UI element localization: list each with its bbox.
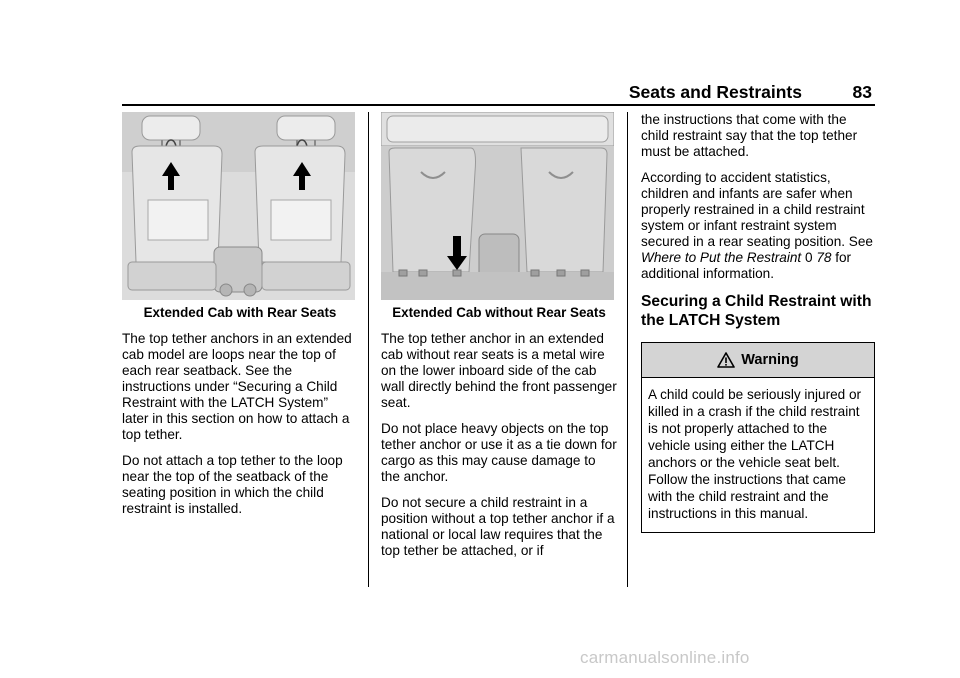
section-heading: Securing a Child Restraint with the LATCH System bbox=[641, 293, 872, 329]
paragraph: Do not secure a child restraint in a position without a top tether anchor if a national or local law requires that the top tether be attached, or if bbox=[381, 495, 615, 558]
figure-caption-1: Extended Cab with Rear Seats bbox=[143, 305, 337, 320]
reference-page-number[interactable]: 78 bbox=[816, 250, 832, 265]
paragraph: the instructions that come with the child restraint say that the top tether must be attached. bbox=[641, 112, 858, 159]
warning-title: Warning bbox=[741, 352, 799, 368]
column-2 bbox=[381, 112, 617, 569]
cross-reference-link[interactable]: Where to Put the Restraint bbox=[641, 250, 802, 265]
column-1 bbox=[122, 112, 358, 527]
column-divider-2 bbox=[627, 112, 628, 587]
paragraph: The top tether anchor in an extended cab without rear seats is a metal wire on the lower inboard side of the cab wall directly behind the front passenger seat. bbox=[381, 331, 617, 410]
column-divider-1 bbox=[368, 112, 369, 587]
header-rule bbox=[122, 104, 875, 106]
warning-triangle-icon bbox=[717, 352, 735, 368]
paragraph: The top tether anchors in an extended cab model are loops near the top of each rear seatback. See the instructions under “Securing a Child Restraint with the LATCH System” later in this section on how to attach a top tether. bbox=[122, 331, 352, 442]
warning-text: A child could be seriously injured or killed in a crash if the child restraint is not properly attached to the vehicle using either the LATCH anchors or the vehicle seat belt. Follow the instructions that came with the child restraint and the instructions in this manual. bbox=[648, 387, 862, 521]
rear-seats-figure bbox=[122, 112, 355, 300]
cab-wall-figure bbox=[381, 112, 614, 300]
column-3 bbox=[641, 112, 875, 533]
paragraph: Do not attach a top tether to the loop near the top of the seatback of the seating position in which the child restraint is installed. bbox=[122, 453, 343, 516]
watermark: carmanualsonline.info bbox=[580, 648, 750, 667]
paragraph: Do not place heavy objects on the top tether anchor or use it as a tie down for cargo as this may cause damage to the anchor. bbox=[381, 421, 617, 484]
paragraph: According to accident statistics, children and infants are safer when properly restrained in a child restraint system or infant restraint system secured in a rear seating position. See Where to Put the Restraint 0 78 for additional information. bbox=[641, 170, 873, 281]
section-title: Seats and Restraints bbox=[628, 82, 802, 102]
page-reference-icon: 0 bbox=[804, 250, 813, 265]
warning-box bbox=[641, 342, 875, 533]
figure-caption-2: Extended Cab without Rear Seats bbox=[392, 305, 606, 320]
page-number: 83 bbox=[852, 82, 872, 102]
warning-header bbox=[642, 343, 874, 378]
